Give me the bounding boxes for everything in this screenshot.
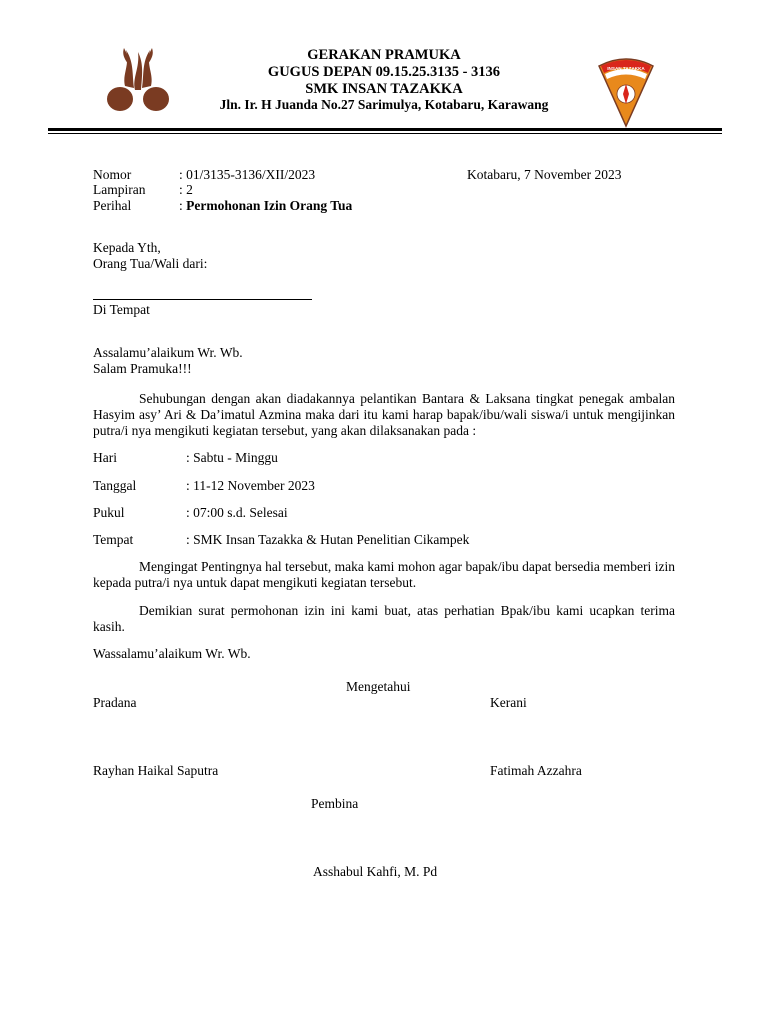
perihal-subject: Permohonan Izin Orang Tua xyxy=(186,198,353,213)
lampiran-value: : 2 xyxy=(179,182,193,197)
address: Jln. Ir. H Juanda No.27 Sarimulya, Kotabaru, Karawang xyxy=(219,97,549,112)
signature-title-kerani: Kerani xyxy=(490,695,527,710)
signature-name-kerani: Fatimah Azzahra xyxy=(490,763,582,778)
letterhead-rule-thick xyxy=(48,128,722,131)
detail-label-hari: Hari xyxy=(93,450,117,465)
body-paragraph-3 xyxy=(93,603,675,635)
perihal-value xyxy=(179,198,352,214)
perihal-label: Perihal xyxy=(93,198,132,213)
mengetahui-label: Mengetahui xyxy=(346,679,411,694)
school-name: SMK INSAN TAZAKKA xyxy=(305,81,463,97)
recipient-name-blank xyxy=(93,299,312,300)
signature-title-pradana: Pradana xyxy=(93,695,137,710)
detail-label-tanggal: Tanggal xyxy=(93,478,137,493)
org-name: GERAKAN PRAMUKA xyxy=(307,47,461,63)
body-paragraph-2 xyxy=(93,559,675,591)
gugus-depan-number: GUGUS DEPAN 09.15.25.3135 - 3136 xyxy=(267,64,501,80)
detail-label-pukul: Pukul xyxy=(93,505,125,520)
lampiran-label: Lampiran xyxy=(93,182,146,197)
school-badge-icon xyxy=(596,54,656,128)
detail-value-tanggal: : 11-12 November 2023 xyxy=(186,478,315,493)
recipient-line2: Orang Tua/Wali dari: xyxy=(93,256,208,271)
signature-name-pradana: Rayhan Haikal Saputra xyxy=(93,763,219,778)
letterhead-rule-thin xyxy=(48,133,722,134)
paragraph-1-text: Sehubungan dengan akan diadakannya pelantikan Bantara & Laksana tingkat penegak ambalan Hasyim asy’ Ari & Da’imatul Azmina maka dari itu kami harap bapak/ibu/wali siswa/i untuk mengijinkan putra/i nya mengikuti kegiatan tersebut, yang akan dilaksanakan pada : xyxy=(93,391,675,438)
signature-title-pembina: Pembina xyxy=(311,796,359,811)
greeting-salam: Assalamu’alaikum Wr. Wb. xyxy=(93,345,243,360)
nomor-label: Nomor xyxy=(93,167,132,182)
badge-text: INSAN TAZAKKA xyxy=(607,66,645,71)
detail-value-hari: : Sabtu - Minggu xyxy=(186,450,278,465)
detail-value-tempat: : SMK Insan Tazakka & Hutan Penelitian Cikampek xyxy=(186,532,470,547)
body-paragraph-1 xyxy=(93,391,675,439)
detail-label-tempat: Tempat xyxy=(93,532,134,547)
paragraph-2-text: Mengingat Pentingnya hal tersebut, maka kami mohon agar bapak/ibu dapat bersedia memberi izin kepada putra/i nya untuk dapat mengikuti kegiatan tersebut. xyxy=(93,559,675,590)
closing-salam: Wassalamu’alaikum Wr. Wb. xyxy=(93,646,251,661)
greeting-pramuka: Salam Pramuka!!! xyxy=(93,361,192,376)
perihal-colon: : xyxy=(179,198,187,213)
signature-name-pembina: Asshabul Kahfi, M. Pd xyxy=(313,864,438,879)
detail-value-pukul: : 07:00 s.d. Selesai xyxy=(186,505,288,520)
nomor-value: : 01/3135-3136/XII/2023 xyxy=(179,167,316,182)
recipient-line1: Kepada Yth, xyxy=(93,240,161,255)
recipient-location: Di Tempat xyxy=(93,302,150,317)
place-date: Kotabaru, 7 November 2023 xyxy=(467,167,622,182)
paragraph-3-text: Demikian surat permohonan izin ini kami buat, atas perhatian Bpak/ibu kami ucapkan terima kasih. xyxy=(93,603,675,634)
